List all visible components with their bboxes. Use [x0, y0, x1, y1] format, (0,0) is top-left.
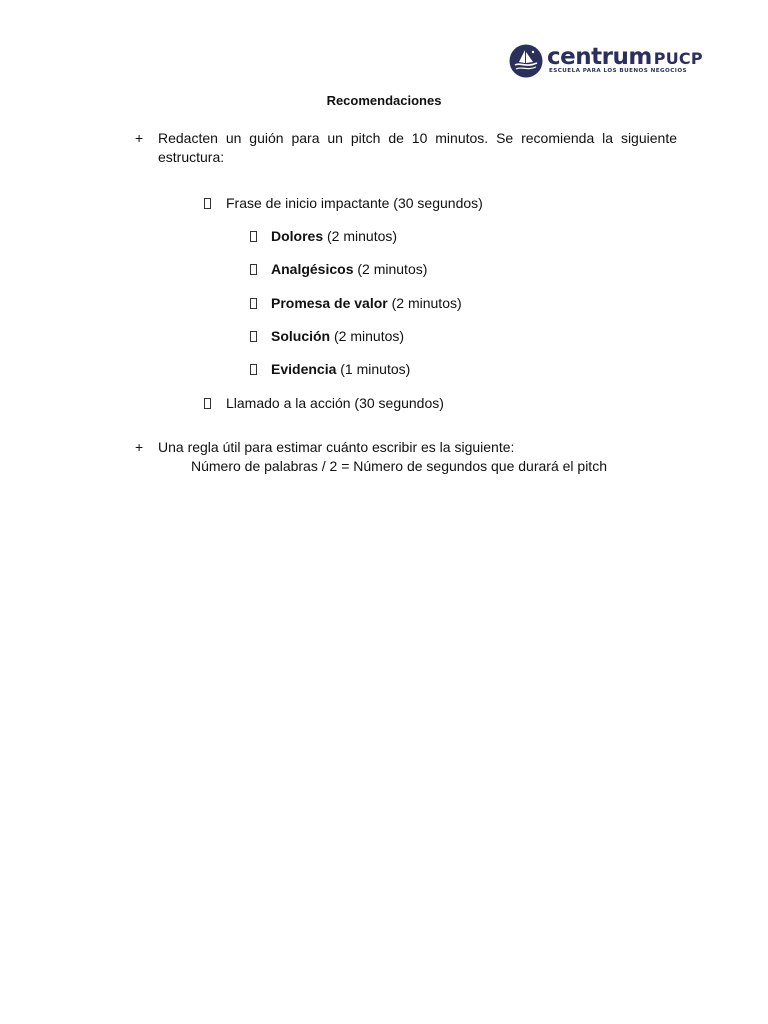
recommendation-2: Una regla útil para estimar cuánto escribir es la siguiente: — [158, 439, 515, 455]
checkbox-bullet-icon — [250, 264, 257, 275]
bullet-plus-2: + — [135, 439, 144, 455]
structure-closing: Llamado a la acción (30 segundos) — [226, 395, 444, 411]
word-count-formula: Número de palabras / 2 = Número de segundos que durará el pitch — [191, 458, 607, 474]
recommendation-1: Redacten un guión para un pitch de 10 minutos. Se recomienda la siguiente estructura: — [158, 130, 677, 165]
structure-item-analgesicos: Analgésicos (2 minutos) — [271, 261, 428, 277]
centrum-pucp-logo — [509, 44, 703, 82]
logo-wordmark: centrum PUCP — [547, 44, 703, 70]
checkbox-bullet-icon — [250, 364, 257, 375]
logo-tagline: ESCUELA PARA LOS BUENOS NEGOCIOS — [549, 68, 688, 74]
ship-emblem-icon — [509, 44, 543, 78]
logo-brand: PUCP — [653, 49, 703, 68]
checkbox-bullet-icon — [204, 198, 211, 209]
structure-item-dolores: Dolores (2 minutos) — [271, 228, 398, 244]
checkbox-bullet-icon — [250, 298, 257, 309]
document-title: Recomendaciones — [326, 93, 442, 108]
structure-item-evidencia: Evidencia (1 minutos) — [271, 361, 411, 377]
bullet-plus-1: + — [135, 130, 144, 146]
structure-opening: Frase de inicio impactante (30 segundos) — [226, 195, 483, 211]
structure-item-promesa-de-valor: Promesa de valor (2 minutos) — [271, 295, 462, 311]
checkbox-bullet-icon — [250, 231, 257, 242]
structure-item-solucion: Solución (2 minutos) — [271, 328, 405, 344]
checkbox-bullet-icon — [204, 398, 211, 409]
checkbox-bullet-icon — [250, 331, 257, 342]
